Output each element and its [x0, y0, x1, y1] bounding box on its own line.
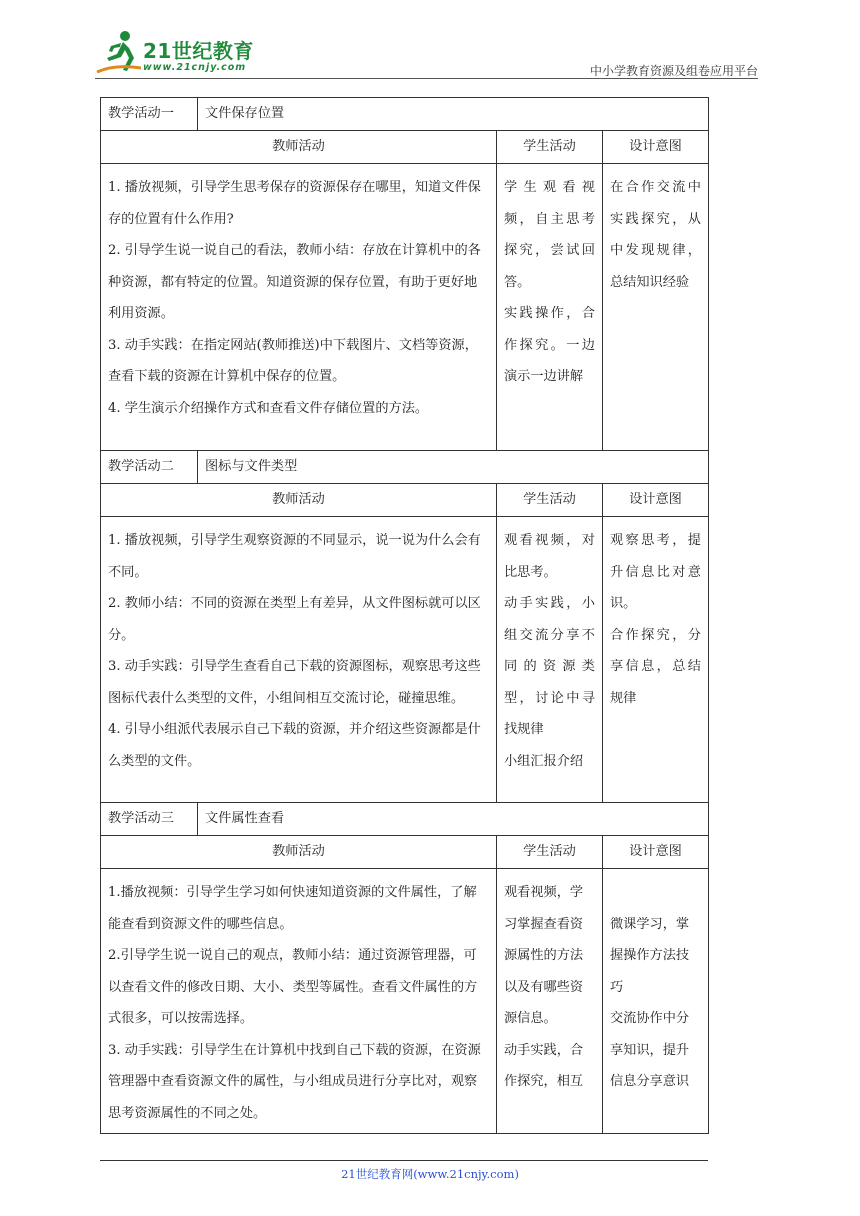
- activity-header-row: [101, 803, 709, 836]
- header-divider: [95, 78, 758, 79]
- student-step: 动手实践，合作探究，相互: [504, 1042, 584, 1089]
- design-intent: 合作探究，分享信息，总结规律: [610, 627, 701, 706]
- teacher-activity-cell: [101, 869, 497, 1134]
- runner-logo-icon: [95, 28, 143, 76]
- col-teacher-header: 教师活动: [101, 131, 497, 164]
- teacher-step: 1. 播放视频，引导学生思考保存的资源保存在哪里，知道文件保存的位置有什么作用?: [108, 180, 481, 227]
- teacher-step: 3. 动手实践：在指定网站(教师推送)中下载图片、文档等资源，查看下载的资源在计算机中保存的位置。: [108, 337, 478, 384]
- teacher-activity-cell: [101, 517, 497, 803]
- teacher-step: 4. 引导小组派代表展示自己下载的资源，并介绍这些资源都是什么类型的文件。: [108, 722, 481, 769]
- column-header-row: [101, 484, 709, 517]
- activity-content-row: [101, 517, 709, 803]
- student-activity-cell: [497, 869, 603, 1134]
- student-activity-cell: [497, 517, 603, 803]
- design-intent: 微课学习，掌握操作方法技巧: [610, 916, 690, 995]
- activity-content-row: [101, 869, 709, 1134]
- teacher-step: 2. 教师小结：不同的资源在类型上有差异，从文件图标就可以区分。: [108, 596, 481, 643]
- design-intent: 在合作交流中实践探究，从中发现规律，总结知识经验: [610, 180, 701, 290]
- logo-text: 21世纪教育: [143, 39, 254, 63]
- col-student-header: 学生活动: [497, 131, 603, 164]
- col-design-header: 设计意图: [603, 131, 709, 164]
- student-step: 学生观看视频，自主思考探究，尝试回答。: [504, 180, 595, 290]
- activity-label: 教学活动一: [101, 98, 198, 131]
- col-teacher-header: 教师活动: [101, 836, 497, 869]
- page-header: [95, 28, 758, 78]
- teacher-step: 3. 动手实践：引导学生查看自己下载的资源图标，观察思考这些图标代表什么类型的文件，小组间相互交流讨论，碰撞思维。: [108, 659, 481, 706]
- logo-url: www.21cnjy.com: [143, 62, 247, 73]
- footer-text: 21世纪教育网(www.21cnjy.com): [341, 1167, 519, 1181]
- column-header-row: [101, 131, 709, 164]
- activity-title: 文件属性查看: [198, 803, 709, 836]
- footer-divider: [100, 1160, 708, 1161]
- col-teacher-header: 教师活动: [101, 484, 497, 517]
- student-activity-cell: [497, 164, 603, 451]
- col-student-header: 学生活动: [497, 484, 603, 517]
- column-header-row: [101, 836, 709, 869]
- teacher-step: 4. 学生演示介绍操作方式和查看文件存储位置的方法。: [108, 400, 429, 416]
- design-intent-cell: [603, 164, 709, 451]
- teacher-step: 3. 动手实践：引导学生在计算机中找到自己下载的资源，在资源管理器中查看资源文件的属性，与小组成员进行分享比对，观察思考资源属性的不同之处。: [108, 1042, 481, 1121]
- teacher-step: 1. 播放视频，引导学生观察资源的不同显示，说一说为什么会有不同。: [108, 533, 481, 580]
- activity-title: 图标与文件类型: [198, 451, 709, 484]
- activity-label: 教学活动三: [101, 803, 198, 836]
- activity-header-row: [101, 98, 709, 131]
- student-step: 观看视频，对比思考。: [504, 533, 595, 580]
- activity-content-row: [101, 164, 709, 451]
- design-intent-cell: [603, 517, 709, 803]
- activity-header-row: [101, 451, 709, 484]
- logo: [95, 28, 265, 76]
- design-intent-cell: [603, 869, 709, 1134]
- teacher-step: 2.引导学生说一说自己的观点，教师小结：通过资源管理器，可以查看文件的修改日期、大小、类型等属性。查看文件属性的方式很多，可以按需选择。: [108, 948, 478, 1026]
- student-step: 小组汇报介绍: [504, 753, 584, 769]
- teacher-step: 2. 引导学生说一说自己的看法，教师小结：存放在计算机中的各种资源，都有特定的位置。知道资源的保存位置，有助于更好地利用资源。: [108, 243, 481, 321]
- student-step: 观看视频，学习掌握查看资源属性的方法以及有哪些资源信息。: [504, 885, 584, 1026]
- col-design-header: 设计意图: [603, 836, 709, 869]
- design-intent: 观察思考，提升信息比对意识。: [610, 533, 701, 611]
- activity-title: 文件保存位置: [198, 98, 709, 131]
- student-step: 动手实践，小组交流分享不同的资源类型，讨论中寻找规律: [504, 596, 595, 737]
- design-intent: 交流协作中分享知识，提升信息分享意识: [610, 1011, 690, 1089]
- activity-label: 教学活动二: [101, 451, 198, 484]
- col-student-header: 学生活动: [497, 836, 603, 869]
- student-step: 实践操作，合作探究。一边演示一边讲解: [504, 306, 595, 384]
- teacher-activity-cell: [101, 164, 497, 451]
- lesson-table: [100, 97, 709, 1134]
- platform-title: 中小学教育资源及组卷应用平台: [589, 64, 758, 78]
- teacher-step: 1.播放视频：引导学生学习如何快速知道资源的文件属性，了解能查看到资源文件的哪些信息。: [108, 885, 477, 932]
- col-design-header: 设计意图: [603, 484, 709, 517]
